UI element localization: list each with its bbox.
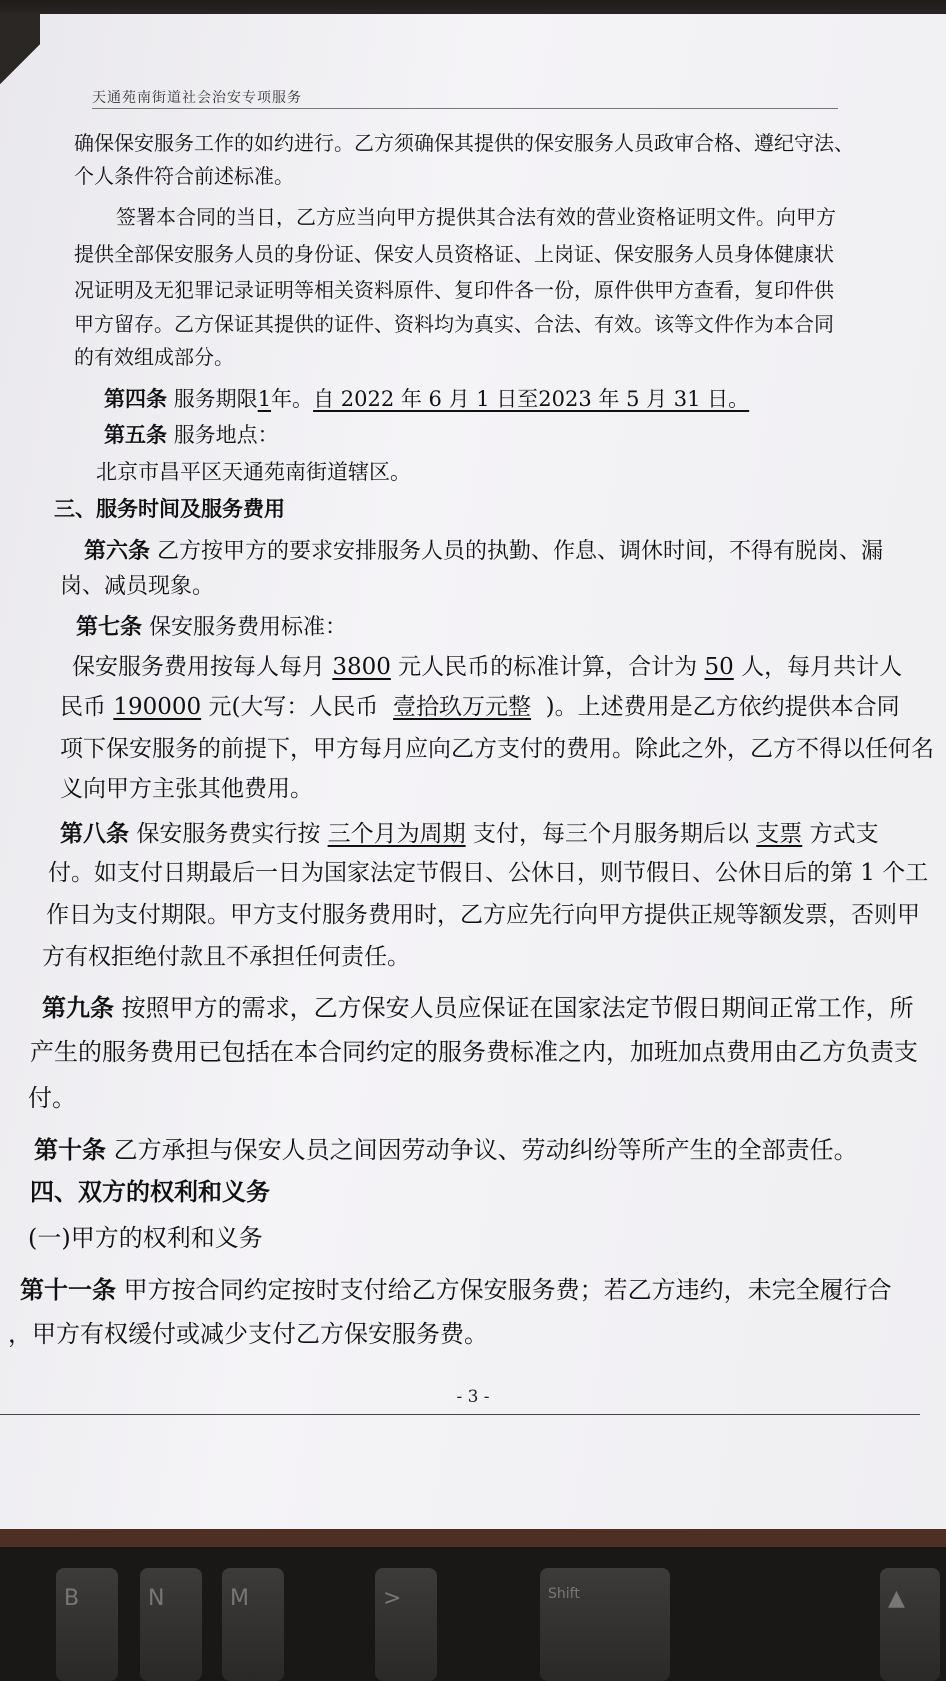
subsection-heading: (一)甲方的权利和义务 (28, 1224, 263, 1252)
article-6-line: 岗、减员现象。 (60, 574, 215, 599)
monthly-total: 190000 (113, 694, 202, 720)
fee-text: 保安服务费用按每人每月 (72, 654, 325, 680)
service-period: 自 2022 年 6 月 1 日至2023 年 5 月 31 日。 (313, 387, 750, 411)
article-11-title: 第十一条 (20, 1275, 116, 1304)
fee-text: 人，每月共计人 (741, 654, 903, 680)
year-unit: 年。 (271, 387, 314, 411)
page-number: - 3 - (456, 1387, 490, 1407)
rights-line: ，甲方有权缓付或减少支付乙方保安服务费。 (8, 1320, 488, 1348)
fee-text: )。上述费用是乙方依约提供本合同 (545, 694, 900, 720)
article-10-title: 第十条 (34, 1135, 106, 1164)
footer-rule (0, 1414, 920, 1415)
article-6-title: 第六条 (84, 538, 151, 564)
article-5-title: 第五条 (104, 422, 167, 447)
service-years: 1 (257, 387, 272, 411)
payment-text: 方式支 (809, 821, 879, 847)
staff-count: 50 (704, 654, 734, 680)
article-4 (104, 388, 749, 410)
payment-text: 支付，每三个月服务期后以 (472, 821, 749, 847)
payment-line: 作日为支付期限。甲方支付服务费用时，乙方应先行向甲方提供正规等额发票，否则甲 (46, 902, 920, 928)
key-m: M (222, 1568, 284, 1681)
payment-line: 方有权拒绝付款且不承担任何责任。 (42, 944, 410, 970)
paragraph-line: 确保保安服务工作的如约进行。乙方须确保其提供的保安服务人员政审合格、遵纪守法、 (74, 131, 854, 155)
total-in-words: 壹拾玖万元整 (393, 694, 532, 720)
fee-text: 元人民币的标准计算，合计为 (398, 654, 698, 680)
payment-line (60, 822, 879, 846)
fee-line: 项下保安服务的前提下，甲方每月应向乙方支付的费用。除此之外，乙方不得以任何名 (60, 736, 934, 762)
fee-text: 民币 (60, 694, 106, 720)
key-n: N (140, 1568, 202, 1681)
rights-text: 甲方按合同约定按时支付给乙方保安服务费；若乙方违约，未完全履行合 (123, 1276, 892, 1304)
fee-line: 义向甲方主张其他费用。 (60, 776, 313, 802)
paragraph-line: 提供全部保安服务人员的身份证、保安人员资格证、上岗证、保安服务人员身体健康状 (74, 242, 834, 266)
article-6-line (84, 540, 883, 563)
liability-text: 乙方承担与保安人员之间因劳动争议、劳动纠纷等所产生的全部责任。 (113, 1136, 858, 1164)
page-fold-corner (0, 14, 40, 114)
article-7-title: 第七条 (76, 614, 143, 640)
paragraph-line: 个人条件符合前述标准。 (74, 164, 294, 188)
article-9-title: 第九条 (42, 993, 114, 1022)
holiday-text: 按照甲方的需求，乙方保安人员应保证在国家法定节假日期间正常工作，所 (121, 994, 914, 1022)
article-5-label: 服务地点： (173, 423, 279, 447)
monthly-fee: 3800 (332, 654, 391, 680)
fee-line (60, 696, 900, 719)
fee-line (72, 656, 902, 679)
payment-text: 保安服务费实行按 (136, 821, 321, 847)
paragraph-line: 的有效组成部分。 (74, 345, 234, 369)
payment-cycle: 三个月为周期 (327, 821, 466, 847)
payment-line: 付。如支付日期最后一日为国家法定节假日、公休日，则节假日、公休日后的第 1 个工 (48, 860, 929, 886)
fee-text: 元(大写：人民币 (208, 694, 379, 720)
key-greater-than: > (375, 1568, 437, 1681)
page-header: 天通苑南街道社会治安专项服务 (92, 90, 302, 106)
article-6-text: 乙方按甲方的要求安排服务人员的执勤、作息、调休时间，不得有脱岗、漏 (157, 539, 884, 564)
article-4-label: 服务期限 (173, 387, 258, 411)
liability-line (34, 1135, 858, 1164)
key-b: B (56, 1568, 118, 1681)
holiday-line (42, 993, 914, 1022)
keyboard (0, 1568, 946, 1681)
paragraph-line: 甲方留存。乙方保证其提供的证件、资料均为真实、合法、有效。该等文件作为本合同 (74, 312, 834, 336)
section-heading: 三、服务时间及服务费用 (54, 496, 285, 521)
holiday-line: 产生的服务费用已包括在本合同约定的服务费标准之内，加班加点费用由乙方负责支 (30, 1038, 918, 1066)
article-5 (104, 424, 279, 446)
service-location: 北京市昌平区天通苑南街道辖区。 (96, 460, 411, 484)
key-shift: Shift (540, 1568, 670, 1681)
payment-method: 支票 (756, 821, 803, 847)
article-4-title: 第四条 (104, 386, 167, 411)
article-7-text: 保安服务费用标准： (149, 615, 348, 640)
header-rule (92, 108, 838, 109)
key-up-arrow: ▲ (880, 1568, 940, 1681)
holiday-line: 付。 (28, 1084, 76, 1112)
article-7-line (76, 616, 347, 639)
rights-line (20, 1275, 892, 1304)
article-8-title: 第八条 (60, 820, 129, 847)
section-heading: 四、双方的权利和义务 (30, 1177, 270, 1206)
paragraph-line: 况证明及无犯罪记录证明等相关资料原件、复印件各一份，原件供甲方查看，复印件供 (74, 278, 834, 302)
paragraph-line: 签署本合同的当日，乙方应当向甲方提供其合法有效的营业资格证明文件。向甲方 (116, 205, 836, 229)
